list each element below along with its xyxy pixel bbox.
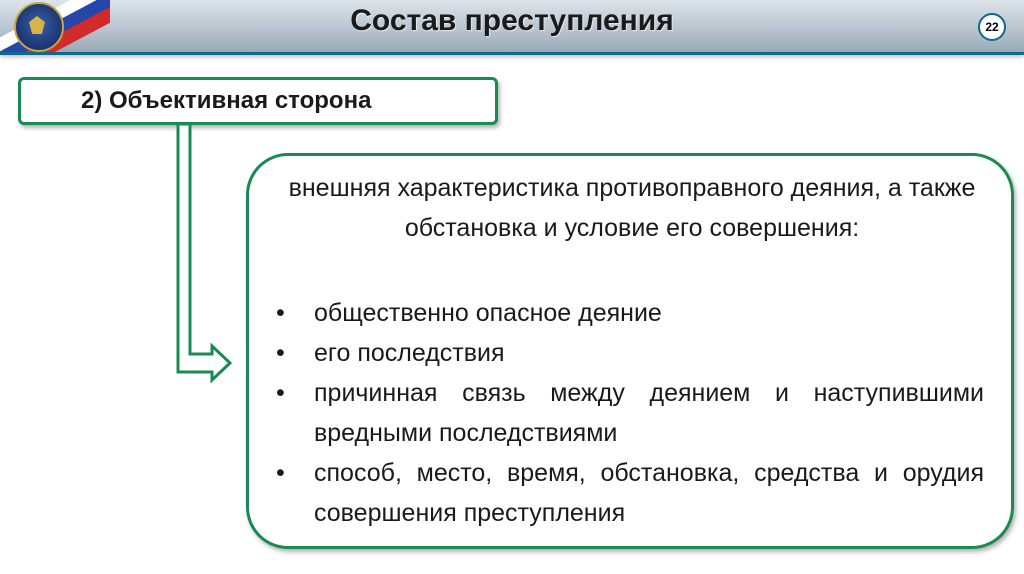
section-label: 2) Объективная сторона [81,87,372,114]
definition-text: внешняя характеристика противоправного деяния, а также обстановка и условие его совершения: [288,174,976,242]
bullet-dot-icon: • [276,339,285,367]
elbow-arrow-icon [170,122,236,384]
list-item: • причинная связь между деянием и наступившими вредными последствиями [272,373,984,453]
bullet-dot-icon: • [276,379,285,407]
page-number-badge: 22 [978,13,1006,41]
list-item: • его последствия [272,333,984,373]
bullet-dot-icon: • [276,459,285,487]
list-item: • способ, место, время, обстановка, средства и орудия совершения преступления [272,453,984,533]
bullet-list [272,293,984,533]
list-item: • общественно опасное деяние [272,293,984,333]
bullet-dot-icon: • [276,299,285,327]
header-bar [0,0,1024,55]
section-label-box [18,77,498,125]
page-title: Состав преступления [350,4,674,37]
